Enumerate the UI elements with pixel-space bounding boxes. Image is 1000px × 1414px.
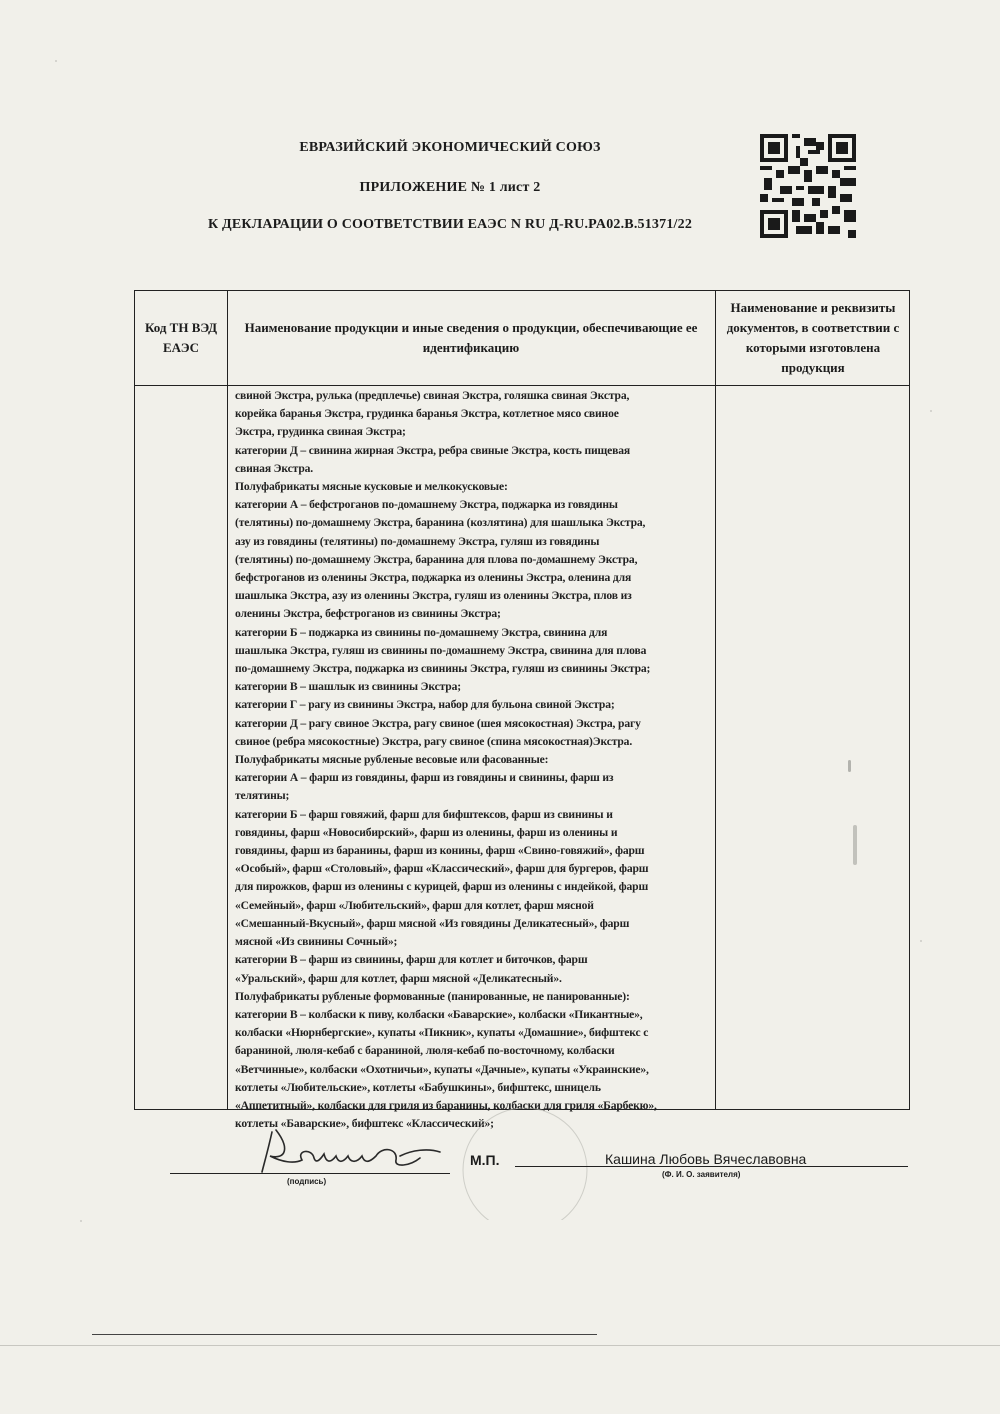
description-line: категории В – шашлык из свинины Экстра;: [235, 680, 461, 694]
description-line: (телятины) по-домашнему Экстра, баранина (козлятина) для шашлыка Экстра,: [235, 516, 646, 530]
description-line: Полуфабрикаты мясные рубленые весовые или фасованные:: [235, 753, 549, 767]
stamp-circle-icon: [435, 1100, 615, 1220]
scan-speck: [920, 940, 922, 942]
product-table: [134, 290, 910, 1131]
scan-speck: [80, 1220, 82, 1222]
applicant-caption: (Ф. И. О. заявителя): [662, 1170, 741, 1179]
description-line: телятины;: [235, 789, 290, 803]
description-line: категории В – фарш из свинины, фарш для котлет и биточков, фарш: [235, 953, 588, 967]
description-line: категории А – бефстроганов по-домашнему Экстра, поджарка из говядины: [235, 498, 618, 512]
union-title: ЕВРАЗИЙСКИЙ ЭКОНОМИЧЕСКИЙ СОЮЗ: [299, 140, 601, 155]
description-line: категории А – фарш из говядины, фарш из говядины и свинины, фарш из: [235, 771, 614, 785]
applicant-name: Кашина Любовь Вячеславовна: [605, 1151, 807, 1167]
description-line: корейка баранья Экстра, грудинка баранья Экстра, котлетное мясо свиное: [235, 407, 619, 421]
description-line: категории Г – рагу из свинины Экстра, набор для бульона свиной Экстра;: [235, 698, 615, 712]
description-line: шашлыка Экстра, азу из оленины Экстра, гуляш из оленины Экстра, плов из: [235, 589, 632, 603]
bottom-scan-edge: [0, 1345, 1000, 1346]
description-line: категории Д – свинина жирная Экстра, ребра свиные Экстра, кость пищевая: [235, 443, 631, 457]
header-product-name: Наименование продукции и иные сведения о продукции, обеспечивающие ее идентификацию: [244, 320, 698, 355]
description-line: «Смешанный-Вкусный», фарш мясной «Из говядины Деликатесный», фарш: [235, 916, 630, 930]
description-line: бефстроганов из оленины Экстра, поджарка из оленины Экстра, оленина для: [235, 571, 632, 585]
description-line: «Ветчинные», колбаски «Охотничьи», купаты «Дачные», купаты «Украинские»,: [235, 1062, 649, 1076]
description-line: свиной Экстра, рулька (предплечье) свиная Экстра, голяшка свиная Экстра,: [235, 389, 630, 402]
description-line: категории Б – фарш говяжий, фарш для бифштексов, фарш из свинины и: [235, 807, 613, 821]
description-line: Полуфабрикаты мясные кусковые и мелкокусковые:: [235, 480, 508, 494]
description-line: котлеты «Баварские», бифштекс «Классический»;: [235, 1117, 494, 1131]
description-line: «Особый», фарш «Столовый», фарш «Классический», фарш для бургеров, фарш: [235, 862, 649, 876]
header-documents: Наименование и реквизиты документов, в соответствии с которыми изготовлена продукция: [726, 300, 900, 375]
table-divider: [715, 291, 716, 1109]
appendix-title: ПРИЛОЖЕНИЕ № 1 лист 2: [359, 180, 541, 195]
signature-caption: (подпись): [287, 1177, 327, 1186]
table-header-divider: [135, 385, 909, 386]
description-line: колбаски «Нюрнбергские», купаты «Пикник», купаты «Домашние», бифштекс с: [235, 1026, 649, 1040]
qr-code-icon: [760, 134, 856, 238]
description-line: мясной «Из свинины Сочный»;: [235, 935, 398, 949]
applicant-line: [515, 1166, 908, 1167]
bottom-rule: [92, 1334, 597, 1335]
stamp-label: М.П.: [470, 1152, 500, 1168]
product-description: [235, 387, 705, 1133]
description-line: категории В – колбаски к пиву, колбаски «Баварские», колбаски «Пикантные»,: [235, 1007, 643, 1021]
description-line: «Аппетитный», колбаски для гриля из баранины, колбаски для гриля «Барбекю»,: [235, 1098, 657, 1112]
description-line: по-домашнему Экстра, поджарка из свинины Экстра, гуляш из свинины Экстра;: [235, 662, 651, 676]
description-line: бараниной, люля-кебаб с бараниной, люля-кебаб по-восточному, колбаски: [235, 1044, 615, 1058]
description-line: (телятины) по-домашнему Экстра, баранина для плова по-домашнему Экстра,: [235, 552, 638, 566]
header-hs-code: Код ТН ВЭД ЕАЭС: [144, 320, 218, 355]
description-line: Экстра, грудинка свиная Экстра;: [235, 425, 406, 439]
description-line: оленины Экстра, бефстроганов из свинины Экстра;: [235, 607, 501, 621]
description-line: Полуфабрикаты рубленые формованные (панированные, не панированные):: [235, 989, 630, 1003]
description-line: свиное (ребра мясокостные) Экстра, рагу свиное (спина мясокостная)Экстра.: [235, 734, 633, 748]
table-divider: [227, 291, 228, 1109]
declaration-title: К ДЕКЛАРАЦИИ О СООТВЕТСТВИИ ЕАЭС N RU Д-RU.PA02.B.51371/22: [207, 217, 693, 232]
description-line: котлеты «Любительские», котлеты «Бабушкины», бифштекс, шницель: [235, 1080, 601, 1094]
description-line: «Уральский», фарш для котлет, фарш мясной «Деликатесный».: [235, 971, 562, 985]
scan-speck: [55, 60, 57, 62]
description-line: для пирожков, фарш из оленины с курицей, фарш из оленины с индейкой, фарш: [235, 880, 649, 894]
signature-line: [170, 1173, 450, 1174]
description-line: говядины, фарш из баранины, фарш из конины, фарш «Свино-говяжий», фарш: [235, 844, 645, 858]
handwritten-signature: [250, 1120, 450, 1180]
description-line: азу из говядины (телятины) по-домашнему Экстра, гуляш из говядины: [235, 534, 600, 548]
description-line: шашлыка Экстра, гуляш из свинины по-домашнему Экстра, свинина для плова: [235, 643, 647, 657]
description-line: «Семейный», фарш «Любительский», фарш для котлет, фарш мясной: [235, 898, 594, 912]
description-line: категории Б – поджарка из свинины по-домашнему Экстра, свинина для: [235, 625, 608, 639]
scan-speck: [930, 410, 932, 412]
description-line: категории Д – рагу свиное Экстра, рагу свиное (шея мясокостная) Экстра, рагу: [235, 716, 641, 730]
description-line: свиная Экстра.: [235, 461, 314, 475]
description-line: говядины, фарш «Новосибирский», фарш из оленины, фарш из оленины и: [235, 825, 618, 839]
